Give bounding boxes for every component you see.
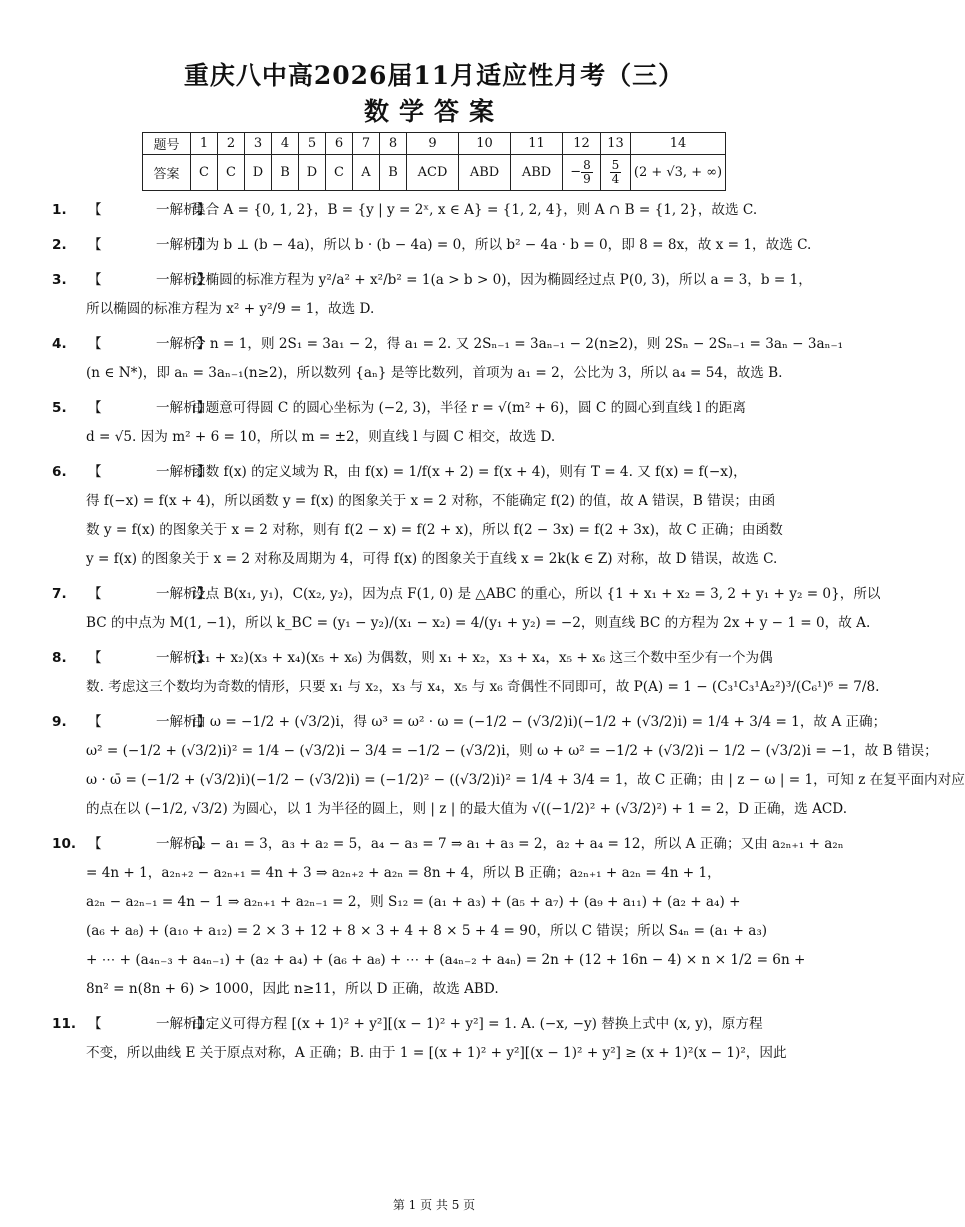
solution-bracket: 【 一解析】	[88, 400, 211, 416]
answer-cell: ABD	[511, 155, 563, 191]
answer-table	[142, 132, 726, 191]
solution-text: 设点 B(x₁, y₁)，C(x₂, y₂)，因为点 F(1, 0) 是 △ABC 的重心，所以 {1 + x₁ + x₂ = 3, 2 + y₁ + y₂ = 0}，所以	[192, 586, 881, 602]
solution-text: 令 n = 1，则 2S₁ = 3a₁ − 2，得 a₁ = 2. 又 2Sₙ₋₁ = 3aₙ₋₁ − 2(n≥2)，则 2Sₙ − 2Sₙ₋₁ = 3aₙ − 3aₙ₋₁	[192, 336, 844, 352]
solution-text: 由题意可得圆 C 的圆心坐标为 (−2, 3)，半径 r = √(m² + 6)，圆 C 的圆心到直线 l 的距离	[192, 400, 746, 416]
solution-number: 6.	[52, 464, 67, 480]
solution-line	[52, 231, 820, 260]
solution-text: 的点在以 (−1/2, √3/2) 为圆心，以 1 为半径的圆上，则 | z | 的最大值为 √((−1/2)² + (√3/2)²) + 1 = 2，D 正确，选 ACD.	[86, 801, 848, 817]
solution-line	[52, 609, 871, 638]
solution-item	[52, 830, 844, 1004]
solution-line	[52, 830, 844, 859]
solution-text: (x₁ + x₂)(x₃ + x₄)(x₅ + x₆) 为偶数，则 x₁ + x₂，x₃ + x₄，x₅ + x₆ 这三个数中至少有一个为偶	[192, 650, 773, 666]
solution-line	[52, 359, 820, 388]
solution-line	[52, 888, 820, 917]
answer-cell: B	[380, 155, 407, 191]
solution-line	[52, 1010, 820, 1039]
solution-line	[52, 295, 820, 324]
solution-text: (n ∈ N*)，即 aₙ = 3aₙ₋₁(n≥2)，所以数列 {aₙ} 是等比数列，首项为 a₁ = 2，公比为 3，所以 a₄ = 54，故选 B.	[86, 365, 783, 381]
solution-line	[52, 644, 820, 673]
question-number-cell: 10	[459, 133, 511, 155]
solutions-list	[52, 196, 965, 1074]
answer-cell: D	[299, 155, 326, 191]
answer-cell-q14: (2 + √3, + ∞)	[631, 155, 726, 191]
solution-line	[52, 1039, 820, 1068]
answer-cell: A	[353, 155, 380, 191]
solution-item	[52, 580, 881, 638]
answer-cell: C	[326, 155, 353, 191]
q12-sign: −	[570, 165, 582, 180]
solution-text: 由定义可得方程 [(x + 1)² + y²][(x − 1)² + y²] = 1. A. (−x, −y) 替换上式中 (x, y)，原方程	[192, 1016, 763, 1032]
solution-bracket: 【 一解析】	[88, 202, 211, 218]
q12-numerator: 8	[583, 158, 591, 173]
solution-line	[52, 516, 820, 545]
solution-bracket: 【 一解析】	[88, 836, 211, 852]
solution-number: 5.	[52, 400, 67, 416]
question-label-cell: 题号	[143, 133, 191, 155]
answer-table-header-row	[143, 133, 726, 155]
solution-text: 数. 考虑这三个数均为奇数的情形，只要 x₁ 与 x₂，x₃ 与 x₄，x₅ 与 x₆ 奇偶性不同即可，故 P(A) = 1 − (C₃¹C₃¹A₂²)³/(C₆¹)⁶ = 7/8.	[86, 679, 880, 695]
solution-item	[52, 231, 820, 260]
solution-line	[52, 737, 938, 766]
answer-cell: ABD	[459, 155, 511, 191]
solution-bracket: 【 一解析】	[88, 272, 211, 288]
page-title: 重庆八中高2026届11月适应性月考（三）	[183, 61, 685, 90]
solution-line	[52, 673, 880, 702]
solution-line	[52, 975, 820, 1004]
solution-text: + ⋯ + (a₄ₙ₋₃ + a₄ₙ₋₁) + (a₂ + a₄) + (a₆ + a₈) + ⋯ + (a₄ₙ₋₂ + a₄ₙ) = 2n + (12 + 16n − 4) × n × 1/2 = 6n +	[86, 952, 806, 968]
q13-denominator: 4	[611, 172, 620, 186]
solution-number: 11.	[52, 1016, 77, 1032]
q12-denominator: 9	[583, 172, 591, 186]
solution-text: d = √5. 因为 m² + 6 = 10，所以 m = ±2，则直线 l 与圆 C 相交，故选 D.	[86, 429, 556, 445]
solution-text: ω · ω̄ = (−1/2 + (√3/2)i)(−1/2 − (√3/2)i) = (−1/2)² − ((√3/2)i)² = 1/4 + 3/4 = 1，故 C 正确；由 | z − ω | = 1，可知 z 在复平面内对应	[86, 772, 965, 788]
page-footer: 第 1 页 共 5 页	[392, 1198, 476, 1212]
solution-text: 集合 A = {0, 1, 2}，B = {y | y = 2ˣ, x ∈ A} = {1, 2, 4}，则 A ∩ B = {1, 2}，故选 C.	[192, 202, 758, 218]
question-number-cell: 2	[218, 133, 245, 155]
solution-text: a₂ − a₁ = 3，a₃ + a₂ = 5，a₄ − a₃ = 7 ⇒ a₁ + a₃ = 2，a₂ + a₄ = 12，所以 A 正确；又由 a₂ₙ₊₁ + a₂ₙ	[192, 836, 844, 852]
solution-text: 8n² = n(8n + 6) > 1000，因此 n≥11，所以 D 正确，故选 ABD.	[86, 981, 499, 997]
solution-text: 所以椭圆的标准方程为 x² + y²/9 = 1，故选 D.	[86, 301, 375, 317]
q12-fraction	[581, 159, 593, 185]
solution-number: 9.	[52, 714, 67, 730]
solution-line	[52, 423, 820, 452]
solution-line	[52, 545, 820, 574]
answer-cell: B	[272, 155, 299, 191]
question-number-cell: 1	[191, 133, 218, 155]
solution-bracket: 【 一解析】	[88, 714, 211, 730]
answer-cell: C	[191, 155, 218, 191]
solution-line	[52, 580, 881, 609]
solution-line	[52, 946, 820, 975]
answer-cell: D	[245, 155, 272, 191]
answer-cell: C	[218, 155, 245, 191]
solution-text: 由 ω = −1/2 + (√3/2)i，得 ω³ = ω² · ω = (−1/2 − (√3/2)i)(−1/2 + (√3/2)i) = 1/4 + 3/4 = 1，故 A 正确；	[192, 714, 887, 730]
solution-line	[52, 766, 965, 795]
solution-text: (a₆ + a₈) + (a₁₀ + a₁₂) = 2 × 3 + 12 + 8 × 3 + 4 + 8 × 5 + 4 = 90，所以 C 错误；所以 S₄ₙ = (a₁ + a₃)	[86, 923, 768, 939]
page-subtitle: 数学答案	[363, 97, 504, 126]
solution-line	[52, 795, 848, 824]
solution-item	[52, 458, 820, 574]
q13-fraction	[610, 159, 622, 185]
solution-item	[52, 196, 820, 225]
solution-line	[52, 394, 820, 423]
answer-table-answer-row	[143, 155, 726, 191]
solution-text: y = f(x) 的图象关于 x = 2 对称及周期为 4，可得 f(x) 的图象关于直线 x = 2k(k ∈ Z) 对称，故 D 错误，故选 C.	[86, 551, 778, 567]
solution-item	[52, 644, 880, 702]
solution-line	[52, 859, 820, 888]
solution-line	[52, 487, 820, 516]
question-number-cell: 3	[245, 133, 272, 155]
solution-text: = 4n + 1，a₂ₙ₊₂ − a₂ₙ₊₁ = 4n + 3 ⇒ a₂ₙ₊₂ + a₂ₙ = 8n + 4，所以 B 正确；a₂ₙ₊₁ + a₂ₙ = 4n + 1，	[86, 865, 721, 881]
answer-cell-q13	[601, 155, 631, 191]
solution-item	[52, 330, 844, 388]
solution-bracket: 【 一解析】	[88, 586, 211, 602]
solution-line	[52, 708, 887, 737]
solution-number: 8.	[52, 650, 67, 666]
question-number-cell: 4	[272, 133, 299, 155]
question-number-cell: 12	[563, 133, 601, 155]
solution-text: BC 的中点为 M(1, −1)，所以 k_BC = (y₁ − y₂)/(x₁ − x₂) = 4/(y₁ + y₂) = −2，则直线 BC 的方程为 2x + y − 1 = 0，故 A.	[86, 615, 871, 631]
solution-line	[52, 917, 820, 946]
solution-text: a₂ₙ − a₂ₙ₋₁ = 4n − 1 ⇒ a₂ₙ₊₁ + a₂ₙ₋₁ = 2，则 S₁₂ = (a₁ + a₃) + (a₅ + a₇) + (a₉ + a₁₁) + (a₂ + a₄) +	[86, 894, 741, 910]
solution-item	[52, 266, 820, 324]
solution-item	[52, 1010, 820, 1068]
solution-bracket: 【 一解析】	[88, 650, 211, 666]
question-number-cell: 11	[511, 133, 563, 155]
solution-text: 得 f(−x) = f(x + 4)，所以函数 y = f(x) 的图象关于 x = 2 对称，不能确定 f(2) 的值，故 A 错误，B 错误；由函	[86, 493, 776, 509]
solution-number: 3.	[52, 272, 67, 288]
solution-item	[52, 394, 820, 452]
solution-item	[52, 708, 965, 824]
answer-label-cell: 答案	[143, 155, 191, 191]
question-number-cell: 7	[353, 133, 380, 155]
solution-bracket: 【 一解析】	[88, 336, 211, 352]
question-number-cell: 14	[631, 133, 726, 155]
question-number-cell: 6	[326, 133, 353, 155]
solution-number: 1.	[52, 202, 67, 218]
solution-bracket: 【 一解析】	[88, 464, 211, 480]
solution-text: 因为 b ⊥ (b − 4a)，所以 b · (b − 4a) = 0，所以 b² − 4a · b = 0，即 8 = 8x，故 x = 1，故选 C.	[192, 237, 812, 253]
solution-line	[52, 266, 820, 295]
solution-number: 10.	[52, 836, 77, 852]
solution-line	[52, 330, 844, 359]
question-number-cell: 9	[407, 133, 459, 155]
q13-numerator: 5	[611, 158, 620, 173]
solution-text: 设椭圆的标准方程为 y²/a² + x²/b² = 1(a > b > 0)，因为椭圆经过点 P(0, 3)，所以 a = 3，b = 1，	[192, 272, 812, 288]
question-number-cell: 8	[380, 133, 407, 155]
solution-text: 不变，所以曲线 E 关于原点对称，A 正确；B. 由于 1 = [(x + 1)² + y²][(x − 1)² + y²] ≥ (x + 1)²(x − 1)²，因此	[86, 1045, 787, 1061]
solution-line	[52, 196, 820, 225]
question-number-cell: 13	[601, 133, 631, 155]
answer-cell: ACD	[407, 155, 459, 191]
solution-line	[52, 458, 820, 487]
solution-number: 2.	[52, 237, 67, 253]
solution-text: 数 y = f(x) 的图象关于 x = 2 对称，则有 f(2 − x) = f(2 + x)，所以 f(2 − 3x) = f(2 + 3x)，故 C 正确；由函数	[86, 522, 783, 538]
solution-text: 函数 f(x) 的定义域为 R，由 f(x) = 1/f(x + 2) = f(x + 4)，则有 T = 4. 又 f(x) = f(−x)，	[192, 464, 747, 480]
solution-bracket: 【 一解析】	[88, 1016, 211, 1032]
solution-number: 7.	[52, 586, 67, 602]
answer-cell-q12	[563, 155, 601, 191]
solution-text: ω² = (−1/2 + (√3/2)i)² = 1/4 − (√3/2)i − 3/4 = −1/2 − (√3/2)i，则 ω + ω² = −1/2 + (√3/2)i − 1/2 − (√3/2)i = −1，故 B 错误；	[86, 743, 938, 759]
solution-bracket: 【 一解析】	[88, 237, 211, 253]
question-number-cell: 5	[299, 133, 326, 155]
solution-number: 4.	[52, 336, 67, 352]
